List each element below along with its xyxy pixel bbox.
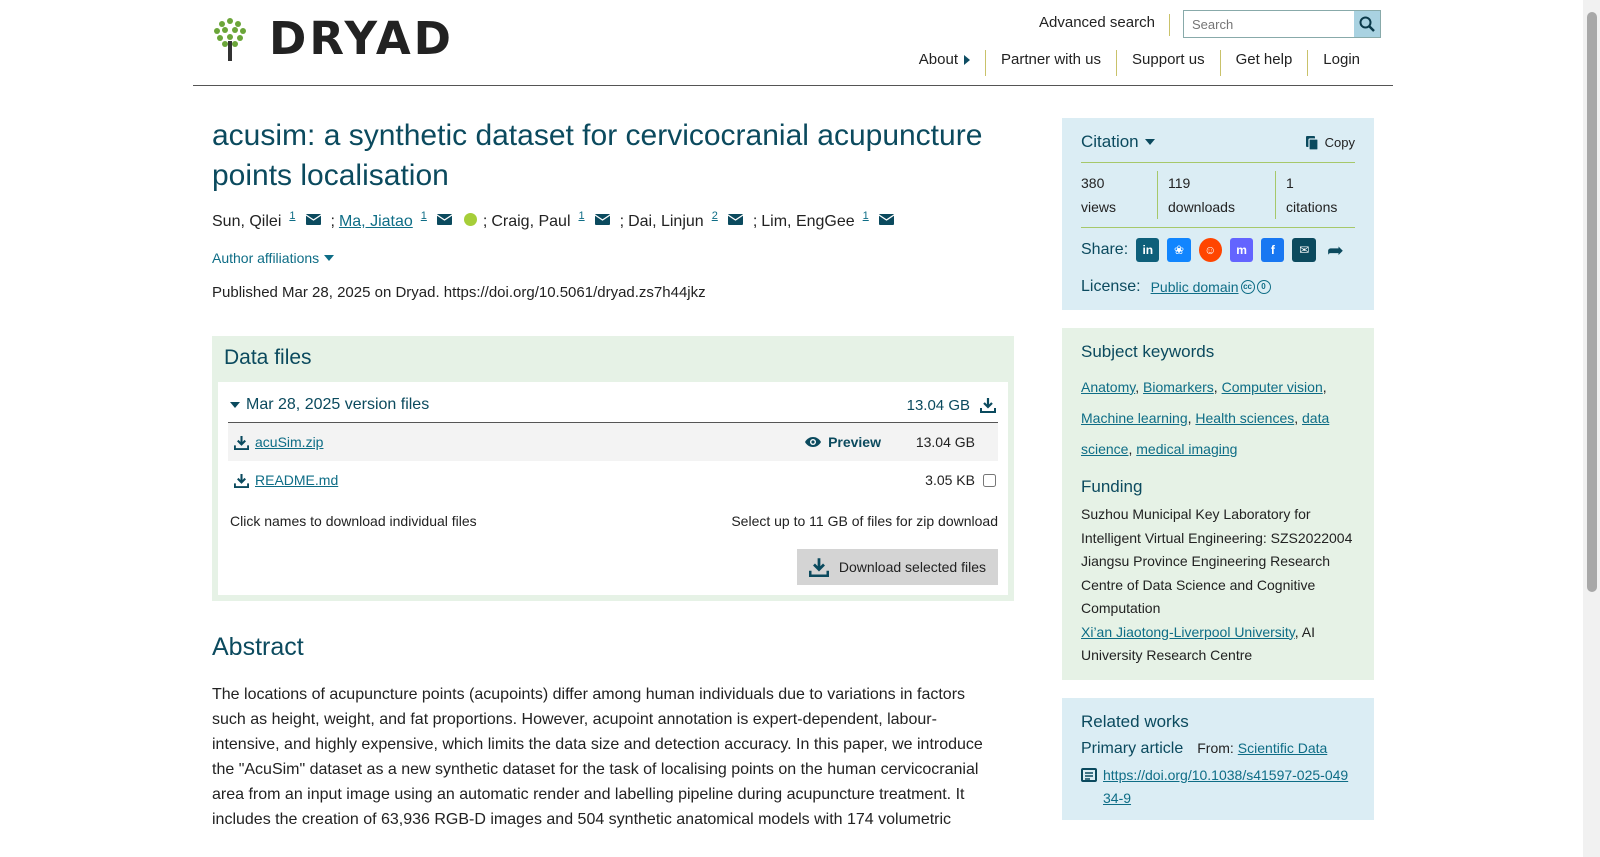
file-size: 13.04 GB [915, 434, 975, 450]
affiliation-link[interactable]: 1 [289, 210, 296, 222]
nav-about[interactable] [904, 50, 985, 76]
author-separator: ; [752, 213, 758, 230]
keyword-link[interactable]: Machine learning [1081, 410, 1188, 426]
preview-label: Preview [828, 434, 881, 450]
funding-item: Jiangsu Province Engineering Research Centre of Data Science and Cognitive Computation [1081, 553, 1331, 616]
keyword-link[interactable]: Computer vision [1221, 379, 1323, 395]
page-scrollbar[interactable] [1583, 0, 1600, 857]
email-icon[interactable] [437, 214, 452, 225]
version-download[interactable] [907, 397, 996, 414]
caret-down-icon [230, 402, 240, 408]
citation-panel [1062, 118, 1374, 310]
facebook-icon[interactable]: f [1261, 238, 1284, 262]
funder-rest: , AI University Research Centre [1081, 623, 1315, 663]
keyword-link[interactable]: Health sciences [1195, 410, 1295, 426]
copy-button[interactable] [1305, 134, 1355, 151]
affiliation-link[interactable]: 2 [711, 210, 718, 222]
download-icon[interactable] [234, 435, 249, 450]
keyword-list [1081, 372, 1355, 465]
license-row [1081, 278, 1355, 296]
keyword-sep: , [1128, 441, 1133, 457]
reddit-icon[interactable]: ☺ [1199, 238, 1222, 262]
nav-partner[interactable]: Partner with us [985, 50, 1116, 76]
file-link[interactable]: README.md [255, 472, 339, 488]
keyword-link[interactable]: data science [1081, 410, 1330, 457]
logo-text: DRYAD [269, 12, 455, 65]
citation-toggle[interactable] [1081, 132, 1155, 152]
download-hints [228, 513, 998, 529]
author-affiliations-label: Author affiliations [212, 250, 320, 266]
download-icon [809, 557, 829, 577]
from-label: From: [1197, 739, 1234, 756]
cc-zero-icon: 0 [1257, 280, 1271, 294]
caret-down-icon [1145, 139, 1155, 145]
caret-right-icon [964, 55, 970, 65]
license-link[interactable]: Public domain [1150, 279, 1239, 295]
eye-icon [804, 436, 822, 448]
caret-down-icon [324, 255, 334, 261]
from-text [1197, 740, 1327, 756]
email-icon[interactable] [306, 214, 321, 225]
site-header [193, 0, 1393, 86]
keyword-link[interactable]: Biomarkers [1143, 379, 1214, 395]
file-name-cell [234, 434, 804, 450]
top-navigation [904, 50, 1375, 76]
search-button[interactable] [1354, 11, 1380, 37]
primary-article-row [1081, 740, 1355, 758]
data-files-title: Data files [224, 346, 312, 369]
author-separator: ; [330, 213, 335, 230]
affiliation-link[interactable]: 1 [420, 210, 427, 222]
download-selected-row [228, 549, 998, 585]
search-icon [1359, 16, 1375, 32]
keyword-sep: , [1294, 410, 1299, 426]
keywords-funding-panel [1062, 328, 1374, 680]
cc-icon: cc [1241, 280, 1255, 294]
downloads-stat [1157, 171, 1275, 219]
file-select-checkbox[interactable] [983, 474, 996, 487]
download-selected-label: Download selected files [838, 559, 986, 575]
file-link[interactable]: acuSim.zip [255, 434, 324, 450]
download-icon[interactable] [234, 473, 249, 488]
author-name: Sun, Qilei [212, 213, 282, 230]
version-toggle[interactable] [230, 396, 429, 414]
keyword-sep: , [1187, 410, 1192, 426]
author-list [212, 210, 1014, 234]
file-name-cell [234, 472, 911, 488]
copy-label: Copy [1324, 134, 1355, 150]
related-works-panel [1062, 698, 1374, 820]
sidebar [1062, 118, 1374, 820]
email-share-icon[interactable]: ✉ [1292, 238, 1315, 262]
downloads-count: 119 [1168, 175, 1191, 191]
orcid-icon[interactable] [464, 213, 477, 226]
abstract-text: The locations of acupuncture points (acupoints) differ among human individuals due to variations in factors such as height, weight, and fat proportions. However, acupoint annotation is expert-dependent, labour-intensive, and highly expensive, which limits the data size and detection accuracy. In this paper, we introduce the "AcuSim" dataset as a new synthetic dataset for the task of localising points on the human cervicocranial area from an input image using an automatic render and labelling pipeline during acupuncture treatment. It includes the creation of 63,936 RGB-D images and 504 synthetic anatomical models with 174 volumetric [212, 686, 983, 828]
file-size: 3.05 KB [925, 472, 975, 488]
affiliation-link[interactable]: 1 [578, 210, 585, 222]
affiliation-link[interactable]: 1 [862, 210, 869, 222]
data-files-panel [212, 336, 1014, 601]
search-input[interactable] [1184, 11, 1354, 37]
main-content [212, 110, 1014, 832]
hint-right: Select up to 11 GB of files for zip download [731, 513, 998, 529]
scrollbar-thumb[interactable] [1587, 12, 1597, 592]
dryad-logo[interactable] [213, 12, 455, 65]
version-label: Mar 28, 2025 version files [246, 396, 430, 413]
author-affiliations-toggle[interactable] [212, 250, 1014, 266]
license-label: License: [1081, 278, 1141, 295]
funding-item [1081, 621, 1355, 668]
dataset-title: acusim: a synthetic dataset for cervicocranial acupuncture points localisation [212, 119, 983, 192]
nav-about-label: About [918, 51, 958, 68]
citations-count: 1 [1286, 175, 1294, 191]
primary-article-label: Primary article [1081, 739, 1184, 757]
keyword-link[interactable]: Anatomy [1081, 379, 1136, 395]
file-row [228, 461, 998, 499]
download-selected-button[interactable] [797, 549, 998, 585]
citation-title: Citation [1081, 132, 1139, 151]
nav-login[interactable]: Login [1307, 50, 1375, 76]
tree-logo-icon [213, 17, 247, 61]
funding-title: Funding [1081, 477, 1143, 496]
preview-button[interactable] [804, 434, 881, 450]
linkedin-icon[interactable]: in [1136, 238, 1159, 262]
mastodon-icon[interactable]: m [1230, 238, 1253, 262]
share-label: Share: [1081, 241, 1129, 258]
clipboard-icon [1305, 134, 1319, 151]
share-icon[interactable]: ➦ [1326, 239, 1344, 262]
author-name: Dai, Linjun [628, 213, 704, 230]
author-separator: ; [619, 213, 625, 230]
author-name: Lim, EngGee [761, 213, 855, 230]
abstract-title: Abstract [212, 633, 304, 661]
keywords-title: Subject keywords [1081, 342, 1215, 361]
publication-info: Published Mar 28, 2025 on Dryad. https://doi.org/10.5061/dryad.zs7h44jkz [212, 284, 706, 301]
share-row [1081, 228, 1355, 262]
data-files-list [218, 382, 1008, 595]
article-icon [1081, 768, 1097, 782]
search-box [1183, 10, 1381, 38]
keyword-link[interactable]: medical imaging [1136, 441, 1238, 457]
citation-header [1081, 132, 1355, 163]
nav-help[interactable]: Get help [1220, 50, 1308, 76]
citations-label: citations [1286, 199, 1338, 215]
email-icon[interactable] [595, 214, 610, 225]
author-separator: ; [482, 213, 488, 230]
email-icon[interactable] [728, 214, 743, 225]
version-size: 13.04 GB [906, 396, 970, 414]
doi-row [1081, 764, 1355, 810]
email-icon[interactable] [879, 214, 894, 225]
version-header [228, 392, 998, 423]
views-stat [1081, 171, 1157, 219]
citations-stat [1275, 171, 1347, 219]
metrics [1081, 163, 1355, 228]
nav-support[interactable]: Support us [1116, 50, 1220, 76]
related-works-title: Related works [1081, 711, 1189, 731]
funding-list [1081, 503, 1355, 668]
file-row [228, 423, 998, 461]
bluesky-icon[interactable]: ❀ [1167, 238, 1190, 262]
funding-item: Suzhou Municipal Key Laboratory for Intelligent Virtual Engineering: SZS2022004 [1081, 506, 1353, 546]
keyword-sep: , [1213, 379, 1218, 395]
views-count: 380 [1081, 175, 1105, 191]
downloads-label: downloads [1168, 199, 1235, 215]
funder-link[interactable]: Xi’an Jiaotong-Liverpool University [1081, 623, 1295, 640]
download-icon [980, 397, 996, 413]
journal-link[interactable]: Scientific Data [1237, 739, 1328, 756]
primary-article-doi-link[interactable]: https://doi.org/10.1038/s41597-025-04934-9 [1103, 766, 1349, 806]
hint-left: Click names to download individual files [230, 513, 477, 529]
author-name: Craig, Paul [491, 213, 571, 230]
keyword-sep: , [1135, 379, 1140, 395]
views-label: views [1081, 199, 1117, 215]
advanced-search-link[interactable]: Advanced search [1039, 14, 1170, 36]
keyword-sep: , [1322, 379, 1327, 395]
author-link[interactable]: Ma, Jiatao [338, 213, 413, 230]
